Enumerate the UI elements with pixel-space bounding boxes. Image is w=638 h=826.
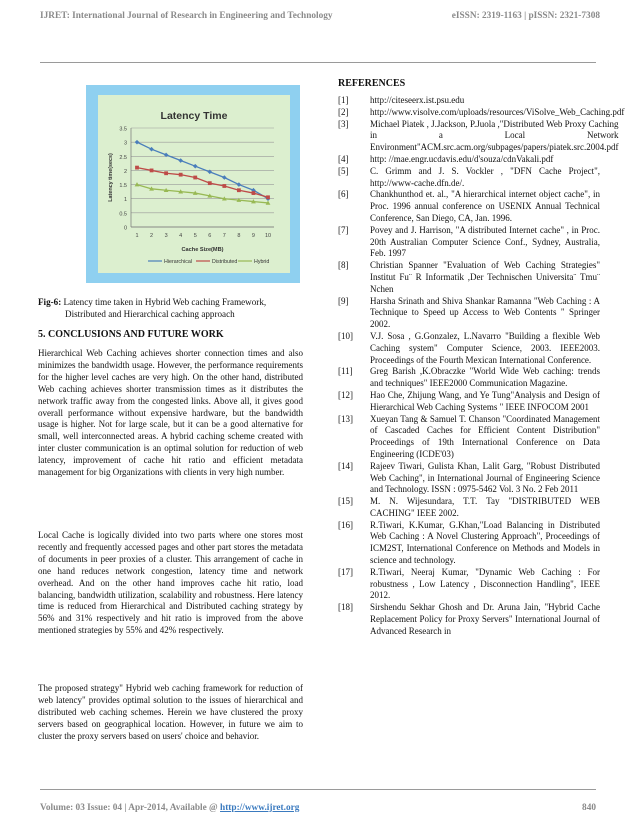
series-line-distributed (137, 168, 268, 198)
data-point-distributed (193, 176, 197, 180)
reference-item (338, 520, 600, 567)
y-tick-label: 3 (123, 140, 127, 147)
figure-latency-chart (86, 85, 300, 283)
paragraph-1: Hierarchical Web Caching achieves shorter connection times and also minimizes the bandwidth usage. However, the performance requirements for the higher level caches are very high. On the other hand, distributed Web caching achieves shorter transmission times as it distributes the network traffic away from the congested links. Above all, it gives good overall performance without expensive hardware, but the bandwidth usage is higher. Not for large scale, but it can be a good alternative for small, well interconnected areas. A hybrid caching scheme created with inter cluster communication is an optimal solution for reduction of web latency, improvement of cache hit ratio and efficient metadata management for big Organizations with clients in very high number. (38, 348, 303, 478)
reference-item (338, 106, 625, 119)
footer-volume: Volume: 03 Issue: 04 | Apr-2014, Available @ (40, 803, 221, 813)
y-tick-label: 3.5 (119, 126, 127, 133)
reference-number: [10] (338, 330, 353, 341)
data-point-distributed (252, 191, 256, 195)
x-tick-label: 4 (179, 233, 183, 239)
y-tick-label: 1 (123, 197, 127, 204)
reference-item (338, 567, 600, 602)
reference-text: Greg Barish ,K.Obraczke "World Wide Web caching: trends and techniques" IEEE2000 Communication Magazine. (370, 366, 600, 389)
reference-text: M. N. Wijesundara, T.T. Tay "DISTRIBUTED WEB CACHING" IEEE 2002. (370, 496, 600, 518)
reference-item (338, 260, 600, 295)
data-point-distributed (135, 166, 139, 170)
reference-number: [18] (338, 602, 353, 613)
reference-text: http: //mae.engr.ucdavis.edu/d'souza/cdnVakali.pdf (370, 153, 554, 164)
data-point-hierarchical (193, 164, 198, 169)
reference-item (338, 95, 600, 107)
reference-item (338, 496, 600, 520)
references-list (338, 95, 625, 638)
reference-text: Hao Che, Zhijung Wang, and Ye Tung"Analysis and Design of Hierarchical Web Caching Systems " IEEE INFOCOM 2001 (370, 389, 600, 412)
reference-text: Chankhunthod et. al., "A hierarchical internet object cache", in Proc. 1996 annual conference on USENIX Annual Technical Conference, San Diego, CA, Jan. 1996. (370, 189, 600, 223)
reference-number: [6] (338, 189, 349, 200)
data-point-distributed (208, 181, 212, 185)
y-tick-label: 2 (123, 168, 127, 175)
data-point-distributed (164, 171, 168, 175)
legend-label: Hybrid (254, 259, 270, 265)
x-tick-label: 5 (193, 233, 197, 239)
caption-label: Fig-6: (38, 297, 62, 307)
x-tick-label: 10 (264, 233, 272, 239)
data-point-hierarchical (149, 147, 154, 152)
x-tick-label: 7 (222, 233, 226, 239)
reference-item (338, 296, 600, 331)
reference-number: [11] (338, 366, 353, 377)
reference-number: [15] (338, 496, 353, 507)
data-point-distributed (237, 188, 241, 192)
reference-text: Michael Piatek , J.Jackson, P.Juola ,"Distributed Web Proxy Caching in a Local Network Environment"ACM.src.acm.org/subpages/papers/piatek.src.2004.pdf (370, 118, 619, 153)
reference-item (338, 602, 600, 637)
y-tick-label: 0 (123, 225, 127, 232)
chart-title: Latency Time (160, 110, 228, 122)
page-number: 840 (582, 803, 596, 813)
x-tick-label: 2 (150, 233, 154, 239)
footer-link[interactable]: http://www.ijret.org (220, 803, 300, 813)
reference-text: http://citeseerx.ist.psu.edu (370, 95, 465, 105)
reference-text: Christian Spanner "Evaluation of Web Caching Strategies" Institut Fu¨ R Informatik ,Der Technischen Universita¨ Tmu¨ Nchen (370, 260, 600, 294)
y-tick-label: 1.5 (119, 183, 127, 190)
series-line-hybrid (137, 185, 268, 203)
reference-number: [3] (338, 118, 349, 129)
figure-caption (38, 296, 303, 320)
reference-number: [9] (338, 295, 349, 306)
reference-number: [2] (338, 106, 349, 117)
header-rule (40, 62, 596, 63)
chart-panel (98, 95, 290, 273)
reference-item (338, 166, 600, 190)
x-tick-label: 6 (208, 233, 212, 239)
reference-item (338, 154, 600, 166)
reference-item (338, 461, 600, 496)
reference-item (338, 366, 600, 390)
data-point-hierarchical (222, 175, 227, 180)
reference-text: V.J. Sosa , G.Gonzalez, L.Navarro "Building a flexible Web Caching system" Computer Science, 2003. IEEE2003. Proceedings of the Fourth Mexican International Conference. (370, 330, 600, 365)
paragraph-2: Local Cache is logically divided into two parts where one stores most recently and frequently accessed pages and other part stores the metadata of documents in peer proxies of a cluster. This arrangement of cache in one hand reduces network congestion, latency time and network overhead. And on the other hand improves cache hit ratio, load balancing, bandwidth utilization, scalability and robustness. Here latency time is reduced from Hierarchical and Distributed caching strategy by 56% and 31% respectively and hit ratio is improved from the above mentioned strategies by 55% and 42% respectively. (38, 530, 303, 636)
reference-number: [16] (338, 519, 353, 530)
reference-text: Harsha Srinath and Shiva Shankar Ramanna "Web Caching : A Technique to Speed up Access to Web Contents " Springer 2002. (370, 295, 600, 330)
reference-text: http://www.visolve.com/uploads/resources/ViSolve_Web_Caching.pdf (370, 106, 625, 117)
x-tick-label: 9 (251, 233, 255, 239)
y-tick-label: 0.5 (119, 211, 127, 218)
reference-text: Sirshendu Sekhar Ghosh and Dr. Aruna Jain, "Hybrid Cache Replacement Policy for Proxy Servers" International Journal of Advanced Research in (370, 602, 600, 636)
reference-item (338, 390, 600, 414)
legend-label: Hierarchical (164, 259, 192, 265)
reference-number: [14] (338, 460, 353, 471)
reference-text: Rajeev Tiwari, Gulista Khan, Lalit Garg, "Robust Distributed Web Caching", in International Journal of Engineering Science and Technology. ISSN : 0975-5462 Vol. 3 No. 2 Feb 2011 (370, 460, 600, 495)
data-point-hierarchical (135, 140, 140, 145)
reference-item (338, 331, 600, 366)
data-point-distributed (150, 169, 154, 173)
reference-number: [12] (338, 389, 353, 400)
reference-number: [17] (338, 566, 353, 577)
x-tick-label: 1 (135, 233, 139, 239)
reference-number: [1] (338, 95, 349, 105)
reference-text: R.Tiwari, Neeraj Kumar, "Dynamic Web Caching : For robustness , Low Latency , Disconnection Handling", IEEE 2012. (370, 566, 600, 601)
references-title: REFERENCES (338, 78, 406, 89)
section-title: 5. CONCLUSIONS AND FUTURE WORK (38, 329, 224, 340)
reference-text: Povey and J. Harrison, "A distributed Internet cache" , in Proc. 20th Australian Computer Science Conf., Sydney, Australia, Feb. 1997 (370, 224, 600, 259)
reference-text: C. Grimm and J. S. Vockler , "DFN Cache Project", http://www-cache.dfn.de/. (370, 165, 600, 188)
reference-number: [4] (338, 153, 349, 164)
caption-text-1: Latency time taken in Hybrid Web caching Framework, (61, 297, 267, 307)
x-tick-label: 3 (164, 233, 168, 239)
footer-rule (40, 789, 596, 790)
reference-text: Xueyan Tang & Samuel T. Chanson "Coordinated Management of Cascaded Caches for Efficient Content Distribution" Proceedings of 19th International Conference on Data Engineering (ICDE'03) (370, 413, 600, 459)
latency-chart-svg (98, 95, 290, 273)
caption-text-2: Distributed and Hierarchical caching approach (65, 309, 235, 320)
reference-item (338, 189, 600, 224)
reference-text: R.Tiwari, K.Kumar, G.Khan,"Load Balancing in Distributed Web Caching : A Novel Clustering Approach", Proceedings of ICM2ST, International Conference on Methods and Models in science and technology. (370, 519, 600, 566)
y-axis-label: Latency time(secs) (108, 153, 114, 202)
journal-title: IJRET: International Journal of Research in Engineering and Technology (40, 11, 333, 21)
x-axis-label: Cache Size(MB) (181, 247, 224, 253)
y-tick-label: 2.5 (119, 154, 127, 161)
issn-info: eISSN: 2319-1163 | pISSN: 2321-7308 (451, 11, 600, 21)
reference-item (338, 118, 619, 154)
data-point-distributed (266, 195, 270, 199)
reference-item (338, 225, 600, 260)
reference-item (338, 414, 600, 461)
data-point-hierarchical (237, 182, 242, 187)
reference-number: [5] (338, 165, 349, 176)
reference-number: [13] (338, 413, 353, 424)
paragraph-3: The proposed strategy" Hybrid web caching framework for reduction of web latency" provides optimal solution to the issues of hierarchical and distributed web caching schemes. Herein we have clustered the proxy servers based on geographical location. However, in future we aim to cluster the proxy servers based on users' choice and behavior. (38, 683, 303, 741)
legend-label: Distributed (212, 259, 238, 265)
data-point-distributed (179, 173, 183, 177)
data-point-distributed (222, 184, 226, 188)
data-point-hierarchical (178, 158, 183, 163)
reference-number: [7] (338, 224, 349, 235)
x-tick-label: 8 (237, 233, 241, 239)
reference-number: [8] (338, 260, 349, 271)
